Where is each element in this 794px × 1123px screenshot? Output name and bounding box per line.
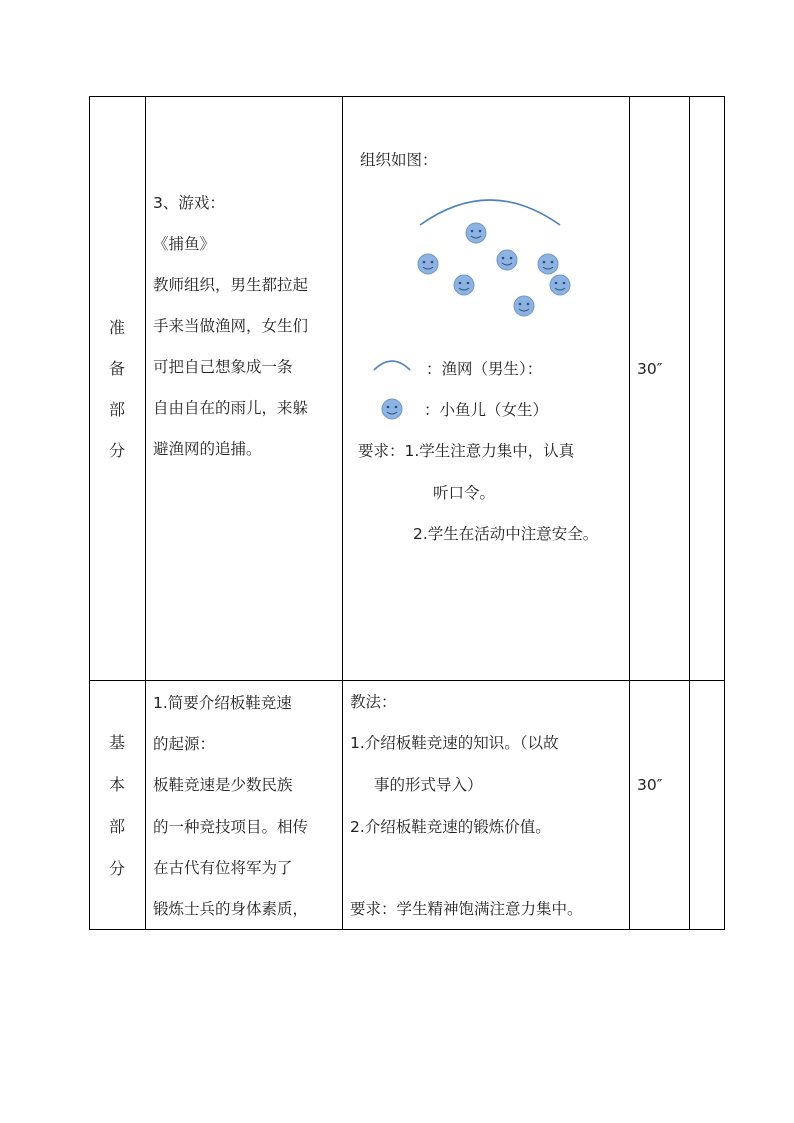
- section-char: 部: [108, 817, 125, 836]
- section-char: 准: [108, 318, 125, 337]
- table-border-right: [724, 96, 725, 930]
- section-char: 分: [108, 859, 125, 878]
- content-line: 手来当做渔网，女生们: [153, 317, 309, 335]
- column-divider-2: [342, 96, 343, 930]
- legend-fish-label: ：小鱼儿（女生）: [424, 401, 549, 419]
- time-value-prep: 30″: [637, 360, 663, 378]
- content-line: 教师组织，男生都拉起: [153, 276, 309, 294]
- content-line: 自由自在的雨儿，来躲: [153, 399, 309, 417]
- requirement-line: 听口令。: [433, 484, 496, 502]
- smiley-fish-icon: [466, 223, 486, 243]
- column-divider-3: [629, 96, 630, 930]
- method-item: 事的形式导入）: [374, 776, 483, 794]
- section-char: 基: [108, 733, 125, 752]
- section-char: 部: [108, 400, 125, 419]
- section-char: 本: [108, 775, 125, 794]
- smiley-fish-icon: [538, 254, 558, 274]
- smiley-fish-icon: [418, 254, 438, 274]
- content-line: 1.简要介绍板鞋竞速: [153, 694, 292, 712]
- content-line: 的起源：: [153, 735, 216, 753]
- smiley-fish-icon: [550, 275, 570, 295]
- section-char: 分: [108, 441, 125, 460]
- content-line: 3、游戏：: [153, 194, 225, 212]
- smiley-fish-icon: [497, 250, 517, 270]
- content-line: 板鞋竞速是少数民族: [153, 776, 293, 794]
- method-item: 2.介绍板鞋竞速的锻炼价值。: [350, 818, 551, 836]
- arc-net-icon: [372, 356, 416, 376]
- column-divider-4: [689, 96, 690, 930]
- legend-net-label: ：渔网（男生）：: [426, 360, 543, 378]
- content-line: 可把自己想象成一条: [153, 358, 293, 376]
- content-line: 《捕鱼》: [153, 235, 216, 253]
- requirement-line: 要求：1.学生注意力集中，认真: [358, 442, 575, 460]
- requirement-line: 要求：学生精神饱满注意力集中。: [350, 900, 583, 918]
- smiley-fish-icon: [514, 296, 534, 316]
- content-line: 锻炼士兵的身体素质，: [153, 900, 309, 918]
- section-char: 备: [108, 359, 125, 378]
- method-heading: 教法：: [350, 693, 397, 711]
- column-divider-1: [145, 96, 146, 930]
- arc-net-icon: [420, 200, 560, 225]
- content-line: 避渔网的追捕。: [153, 440, 262, 458]
- smiley-fish-icon: [381, 398, 405, 422]
- smiley-fish-icon: [454, 275, 474, 295]
- content-line: 在古代有位将军为了: [153, 859, 293, 877]
- method-heading: 组织如图：: [360, 151, 438, 169]
- requirement-line: 2.学生在活动中注意安全。: [413, 525, 599, 543]
- formation-diagram: [410, 195, 610, 315]
- table-border-left: [89, 96, 90, 930]
- method-item: 1.介绍板鞋竞速的知识。（以故: [350, 734, 559, 752]
- time-value-main: 30″: [637, 776, 663, 794]
- content-line: 的一种竞技项目。相传: [153, 818, 309, 836]
